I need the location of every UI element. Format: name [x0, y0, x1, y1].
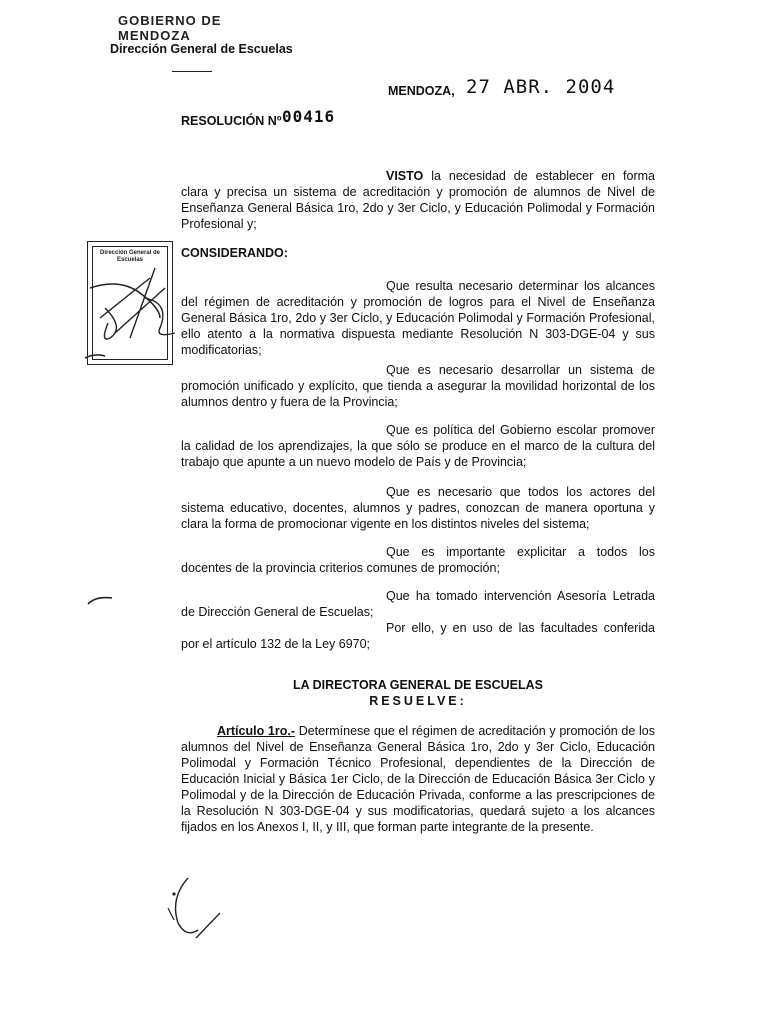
date-value: 27 ABR. 2004 — [466, 76, 616, 98]
margin-mark — [86, 592, 116, 608]
article-1-text: Determínese que el régimen de acreditación y promoción de los alumnos del Nivel de Enseñanza General Básica 1ro, 2do y 3er Ciclo, Educación Polimodal y Formación Técnico Profesional, dependientes de la Dirección de Educación Inicial y Básica 1er Ciclo, de la Dirección de Educación Básica 3er Ciclo y Polimodal y de la Dirección de Educación Privada, conforme a las prescripciones de la Resolución N 303-DGE-04 y sus modificatorias, quedará sujeto a los alcances fijados en los Anexos I, II, y III, que forman parte integrante de la presente. — [181, 724, 655, 834]
signature — [80, 258, 190, 368]
considerando-paragraph: Que ha tomado intervención Asesoría Letrada de Dirección General de Escuelas; — [181, 589, 655, 619]
considerando-paragraph: Por ello, y en uso de las facultades conferida por el artículo 132 de la Ley 6970; — [181, 621, 655, 651]
organization-name: Dirección General de Escuelas — [110, 42, 293, 56]
article-1 — [181, 723, 655, 835]
resolution-number: 00416 — [282, 107, 336, 126]
considerando-paragraph: Que es necesario desarrollar un sistema de promoción unificado y explícito, que tienda a asegurar la movilidad horizontal de los alumnos dentro y fuera de la Provincia; — [181, 363, 655, 409]
date-place: MENDOZA, — [388, 84, 455, 98]
considerando-paragraph: Que resulta necesario determinar los alcances del régimen de acreditación y promoción de logros para el Nivel de Enseñanza General Básica 1ro, 2do y 3er Ciclo, y Educación Polimodal y Formación Profesional, ello atento a la normativa dispuesta mediante Resolución N 303-DGE-04 y sus modificatorias; — [181, 279, 655, 357]
visto-keyword: VISTO — [386, 169, 424, 183]
header-rule — [172, 71, 212, 72]
considerando-paragraph: Que es importante explicitar a todos los docentes de la provincia criterios comunes de promoción; — [181, 545, 655, 575]
considerando-paragraph: Que es necesario que todos los actores del sistema educativo, docentes, alumnos y padres, conozcan de manera oportuna y clara la forma de promocionar vigente en los distintos niveles del sistema; — [181, 485, 655, 531]
resuelve-heading: RESUELVE: — [369, 694, 467, 708]
resolution-label: RESOLUCIÓN Nº — [181, 114, 282, 128]
cut-off-header-text: GOBIERNO DE MENDOZA — [118, 13, 222, 43]
considerando-heading: CONSIDERANDO: — [181, 246, 288, 260]
visto-paragraph — [181, 168, 655, 232]
authority-heading: LA DIRECTORA GENERAL DE ESCUELAS — [292, 678, 544, 692]
considerando-paragraph: Que es política del Gobierno escolar promover la calidad de los aprendizajes, la que sólo se produce en el marco de la cultura del trabajo que apunte a un nuevo modelo de País y de Provincia; — [181, 423, 655, 469]
initials-mark — [158, 868, 228, 948]
visto-text: la necesidad de establecer en forma clara y precisa un sistema de acreditación y promoción de alumnos de Nivel de Enseñanza General Básica 1ro, 2do y 3er Ciclo, y Educación Polimodal y Formación Profesional y; — [181, 169, 655, 231]
article-1-title: Artículo 1ro.- — [217, 724, 295, 738]
stamp-text: Dirección General de Escuelas — [99, 250, 161, 263]
